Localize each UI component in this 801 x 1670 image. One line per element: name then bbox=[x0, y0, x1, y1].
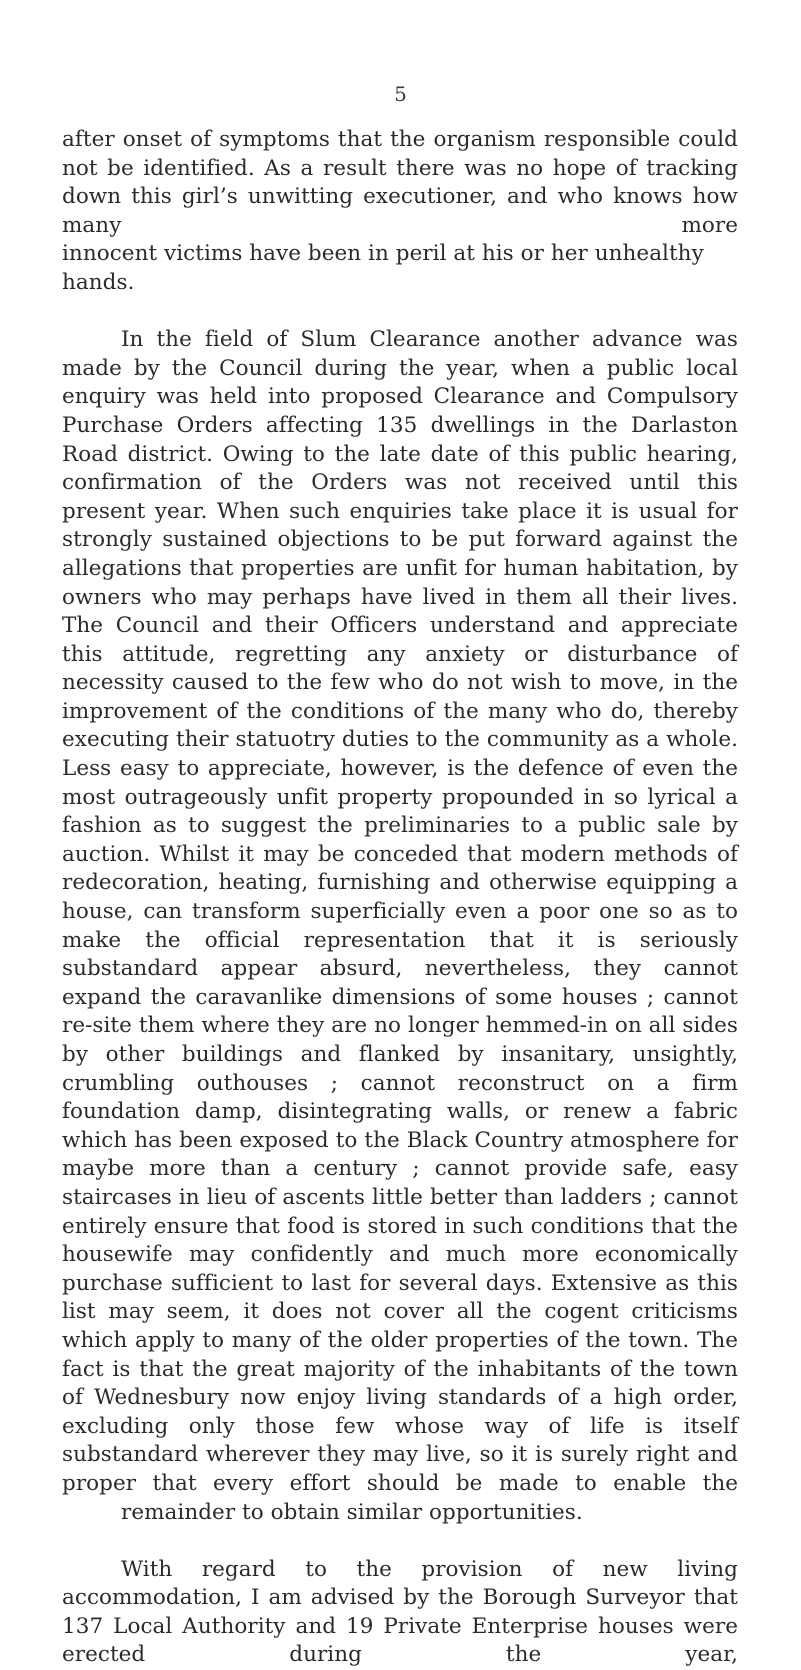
body-text bbox=[62, 126, 738, 1670]
paragraph-1-last-line: innocent victims have been in peril at his or her unhealthy hands. bbox=[62, 241, 704, 295]
paragraph-1 bbox=[62, 126, 738, 298]
paragraph-2-last-line: remainder to obtain similar opportunities. bbox=[121, 1499, 583, 1525]
paragraph-3-text: With regard to the provision of new living accommodation, I am advised by the Borough Surveyor that 137 Local Authority and 19 Private Enterprise houses were erected during the year, bbox=[62, 1556, 738, 1668]
paragraph-1-text: after onset of symptoms that the organism responsible could not be identified. As a result there was no hope of tracking down this girl’s unwitting executioner, and who knows how many more bbox=[62, 127, 738, 238]
paragraph-3 bbox=[62, 1556, 738, 1670]
paragraph-2-text: In the field of Slum Clearance another advance was made by the Council during the year, when a public local enquiry was held into proposed Clearance and Compulsory Purchase Orders affecting 135 dwellings in the Darlaston Road district. Owing to the late date of this public hearing, confirmation of the Orders was not received until this present year. When such enquiries take place it is usual for strongly sustained objections to be put forward against the allegations that properties are unfit for human habitation, by owners who may perhaps have lived in them all their lives. The Council and their Officers understand and appreciate this attitude, regretting any anxiety or disturbance of necessity caused to the few who do not wish to move, in the improvement of the conditions of the many who do, thereby executing their statuotry duties to the community as a whole. Less easy to appreciate, however, is the defence of even the most outrageously unfit property propounded in so lyrical a fashion as to suggest the preliminaries to a public sale by auction. Whilst it may be conceded that modern methods of redecoration, heating, furnishing and otherwise equipping a house, can transform superficially even a poor one so as to make the official representation that it is seriously substandard appear absurd, nevertheless, they cannot expand the caravanlike dimensions of some houses ; cannot re-site them where they are no longer hemmed-in on all sides by other buildings and flanked by insanitary, unsightly, crumbling outhouses ; cannot reconstruct on a firm foundation damp, disintegrating walls, or renew a fabric which has been exposed to the Black Country atmosphere for maybe more than a century ; cannot provide safe, easy staircases in lieu of ascents little better than ladders ; cannot entirely ensure that food is stored in such conditions that the housewife may confidently and much more economically purchase sufficient to last for several days. Extensive as this list may seem, it does not cover all the cogent criticisms which apply to many of the older properties of the town. The fact is that the great majority of the inhabitants of the town of Wednesbury now enjoy living standards of a high order, excluding only those few whose way of life is itself substandard wherever they may live, so it is surely right and proper that every effort should be made to enable the bbox=[62, 327, 738, 1496]
page-number: 5 bbox=[394, 82, 407, 106]
paragraph-2 bbox=[62, 326, 738, 1527]
